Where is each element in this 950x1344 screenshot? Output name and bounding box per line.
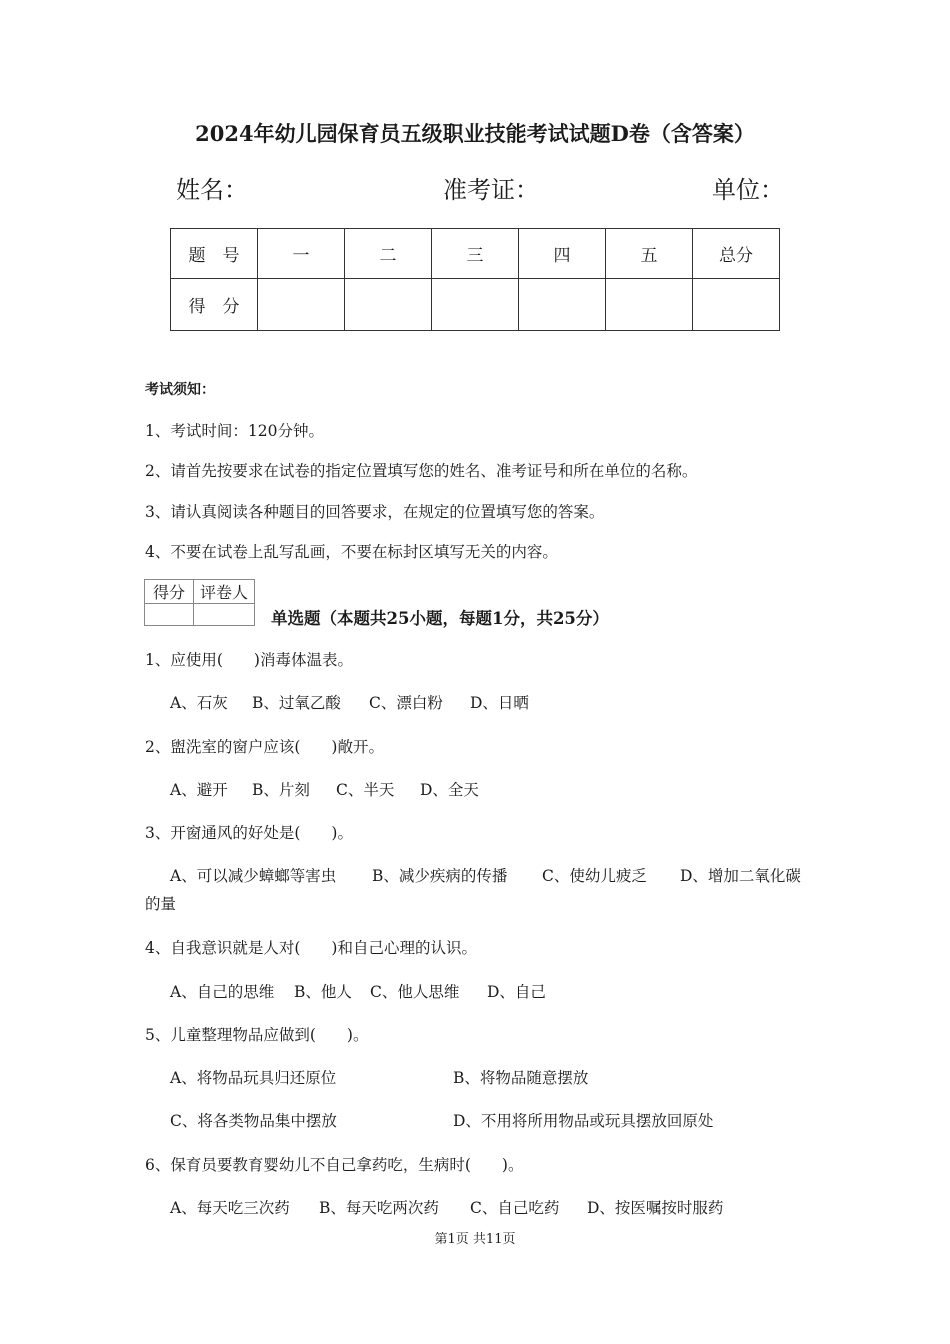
grader-name-cell[interactable] [194, 604, 255, 626]
option: B、每天吃两次药 [319, 1199, 439, 1217]
option: D、自己 [487, 983, 546, 1001]
option: A、自己的思维 [170, 983, 275, 1001]
header-cell: 四 [519, 229, 606, 279]
grader-box [144, 579, 255, 626]
option: C、他人思维 [370, 983, 460, 1001]
option: B、过氧乙酸 [252, 694, 341, 712]
option: D、增加二氧化碳 [680, 867, 801, 885]
option: C、漂白粉 [369, 694, 443, 712]
question-stem: 4、自我意识就是人对( )和自己心理的认识。 [145, 939, 477, 957]
question-stem: 1、应使用( )消毒体温表。 [145, 651, 353, 669]
notice-item: 3、请认真阅读各种题目的回答要求，在规定的位置填写您的答案。 [145, 503, 605, 521]
notice-item: 4、不要在试卷上乱写乱画，不要在标封区填写无关的内容。 [145, 543, 558, 561]
header-cell: 五 [606, 229, 693, 279]
option: A、每天吃三次药 [170, 1199, 290, 1217]
score-cell[interactable] [432, 279, 519, 331]
option: C、自己吃药 [470, 1199, 560, 1217]
score-cell[interactable] [606, 279, 693, 331]
name-label: 姓名： [176, 176, 248, 204]
score-cell[interactable] [345, 279, 432, 331]
question-stem: 2、盥洗室的窗户应该( )敞开。 [145, 738, 384, 756]
option: D、日晒 [470, 694, 529, 712]
score-cell[interactable] [693, 279, 780, 331]
score-row-label: 得 分 [171, 279, 258, 331]
score-cell[interactable] [519, 279, 606, 331]
header-cell: 总分 [693, 229, 780, 279]
option: C、将各类物品集中摆放 [170, 1112, 337, 1130]
score-table-score-row [171, 279, 780, 331]
notice-heading: 考试须知： [145, 382, 215, 398]
grader-name-label: 评卷人 [194, 580, 255, 604]
option: D、按医嘱按时服药 [587, 1199, 724, 1217]
option: C、半天 [336, 781, 395, 799]
page-title: 2024年幼儿园保育员五级职业技能考试试题D卷（含答案） [195, 121, 755, 146]
score-table [170, 228, 780, 331]
header-cell: 三 [432, 229, 519, 279]
option: D、全天 [420, 781, 479, 799]
section-title: 单选题（本题共25小题，每题1分，共25分） [271, 609, 609, 628]
option: B、他人 [294, 983, 352, 1001]
notice-item: 1、考试时间：120分钟。 [145, 422, 324, 440]
question-stem: 5、儿童整理物品应做到( )。 [145, 1026, 369, 1044]
header-cell: 题 号 [171, 229, 258, 279]
option-continuation: 的量 [145, 895, 177, 913]
header-cell: 二 [345, 229, 432, 279]
score-table-header-row [171, 229, 780, 279]
option: B、片刻 [252, 781, 310, 799]
option: B、将物品随意摆放 [453, 1069, 589, 1087]
exam-id-label: 准考证： [443, 176, 539, 204]
question-stem: 3、开窗通风的好处是( )。 [145, 824, 353, 842]
grader-score-cell[interactable] [145, 604, 194, 626]
option: D、不用将所用物品或玩具摆放回原处 [453, 1112, 714, 1130]
header-cell: 一 [258, 229, 345, 279]
question-stem: 6、保育员要教育婴幼儿不自己拿药吃，生病时( )。 [145, 1156, 524, 1174]
option: A、可以减少蟑螂等害虫 [170, 867, 337, 885]
score-cell[interactable] [258, 279, 345, 331]
notice-item: 2、请首先按要求在试卷的指定位置填写您的姓名、准考证号和所在单位的名称。 [145, 462, 698, 480]
grader-score-label: 得分 [145, 580, 194, 604]
unit-label: 单位： [712, 176, 784, 204]
option: A、石灰 [170, 694, 228, 712]
page-footer: 第1页 共11页 [434, 1232, 516, 1247]
option: A、避开 [170, 781, 228, 799]
option: C、使幼儿疲乏 [542, 867, 647, 885]
option: A、将物品玩具归还原位 [170, 1069, 337, 1087]
option: B、减少疾病的传播 [372, 867, 508, 885]
